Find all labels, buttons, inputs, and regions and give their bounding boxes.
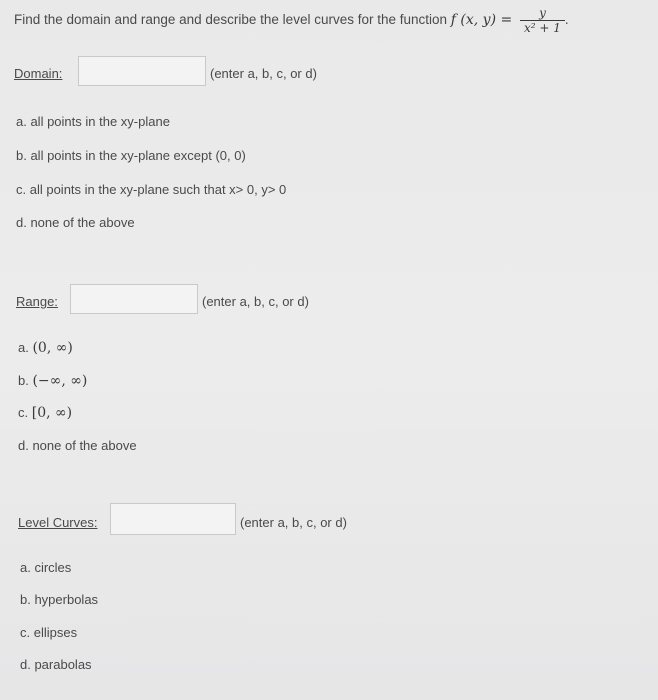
level-curves-option-b: b. hyperbolas xyxy=(20,592,99,607)
range-option-b-letter: b. xyxy=(18,373,29,388)
question-suffix: . xyxy=(564,12,569,28)
function-lhs: f (x, y) = xyxy=(450,12,513,29)
domain-option-c: c. all points in the xy-plane such that x> 0, y> 0 xyxy=(16,182,287,197)
range-option-b xyxy=(18,373,87,389)
fraction-denominator: x² + 1 xyxy=(524,21,561,35)
level-curves-label: Level Curves: xyxy=(18,515,98,530)
range-input[interactable] xyxy=(70,284,198,314)
fraction-numerator: y xyxy=(520,6,565,21)
domain-option-b: b. all points in the xy-plane except (0, 0) xyxy=(16,148,246,163)
domain-option-a: a. all points in the xy-plane xyxy=(16,114,170,129)
range-option-b-math: (−∞, ∞) xyxy=(32,373,88,389)
range-option-a-letter: a. xyxy=(18,340,29,355)
level-curves-input[interactable] xyxy=(110,503,236,535)
range-option-a-math: (0, ∞) xyxy=(32,340,73,356)
range-option-c-math: [0, ∞) xyxy=(31,405,73,421)
domain-hint: (enter a, b, c, or d) xyxy=(210,66,317,81)
domain-label: Domain: xyxy=(14,66,63,81)
range-hint: (enter a, b, c, or d) xyxy=(202,294,309,309)
range-option-a xyxy=(18,340,73,356)
domain-option-d: d. none of the above xyxy=(16,215,135,230)
range-label: Range: xyxy=(16,294,58,309)
question-text xyxy=(14,6,569,35)
level-curves-option-d: d. parabolas xyxy=(20,657,92,672)
function-fraction xyxy=(520,6,565,35)
domain-input[interactable] xyxy=(78,56,206,86)
question-prefix: Find the domain and range and describe the level curves for the function xyxy=(14,12,448,28)
level-curves-hint: (enter a, b, c, or d) xyxy=(240,515,347,530)
level-curves-option-c: c. ellipses xyxy=(20,625,78,640)
level-curves-option-a: a. circles xyxy=(20,560,72,575)
range-option-d: d. none of the above xyxy=(18,438,137,453)
range-option-c xyxy=(18,405,72,421)
range-option-c-letter: c. xyxy=(18,405,29,420)
